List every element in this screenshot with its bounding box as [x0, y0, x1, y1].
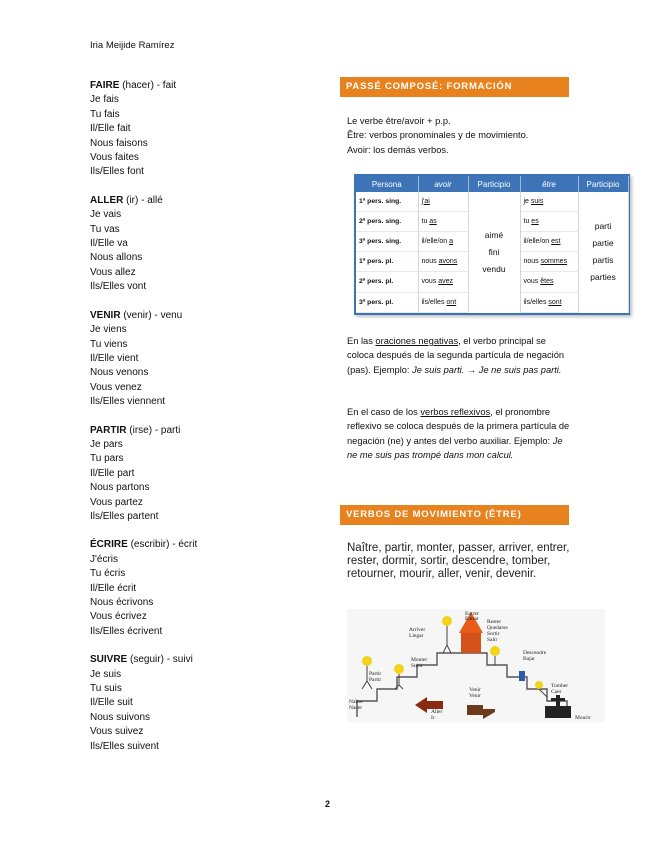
auxiliary-form: ont — [446, 298, 457, 306]
verb-form: Tu suis — [90, 683, 122, 695]
verb-title — [90, 424, 310, 438]
verb-list — [90, 79, 310, 768]
underlined-term: oraciones negativas — [375, 336, 459, 346]
verb-form: Ils/Elles font — [90, 166, 144, 178]
label-entrer: Entrer — [465, 611, 479, 617]
label-rester: Rester — [487, 619, 502, 625]
underlined-term: verbos reflexivos — [420, 407, 491, 417]
verb-form: Nous partons — [90, 482, 150, 494]
label-ir: Ir — [431, 715, 435, 721]
text: En el caso de los — [347, 407, 421, 417]
verb-name: PARTIR — [90, 424, 127, 436]
pronoun: il/elle/on — [523, 237, 552, 245]
verb-form: Tu vas — [90, 223, 120, 235]
verb-name: FAIRE — [90, 80, 120, 91]
example: Je ne me suis pas trompé dans mon calcul. — [347, 435, 563, 460]
label-llegar: Llegar — [409, 633, 424, 639]
pp-avoir-cell — [468, 192, 520, 313]
verb-form: Ils/Elles vont — [90, 281, 147, 293]
label-naitre: Naître — [349, 699, 363, 705]
participle: partie — [592, 238, 614, 249]
verb-name: SUIVRE — [90, 654, 128, 666]
verb-title — [90, 538, 310, 552]
header-participio: Participio — [468, 176, 520, 192]
verb-meaning: (escribir) - écrit — [127, 539, 198, 551]
label-mourir: Mourir — [575, 715, 591, 721]
verb-form: Tu écris — [90, 568, 126, 580]
label-tomber: Tomber — [551, 683, 569, 689]
verb-form: Il/Elle part — [90, 467, 135, 479]
verb-form: Il/Elle écrit — [90, 582, 137, 594]
pp-etre-cell — [578, 192, 628, 313]
header-avoir: avoir — [418, 176, 468, 192]
table-header-row — [356, 176, 628, 192]
participle: parti — [594, 221, 612, 232]
verb-block-ecrire — [90, 538, 310, 639]
person-cell: 1ª pers. pl. — [356, 252, 418, 272]
verb-form: Vous allez — [90, 266, 136, 278]
label-aller: Aller — [431, 709, 443, 715]
verb-form: Tu fais — [90, 108, 120, 120]
etre-cell — [520, 231, 578, 251]
verb-form: Vous venez — [90, 381, 142, 393]
etre-cell — [520, 252, 578, 272]
verb-meaning: (hacer) - fait — [119, 80, 177, 91]
auxiliary-form: sommes — [540, 258, 568, 266]
header-etre: être — [520, 176, 578, 192]
label-subir: Subir — [411, 663, 423, 669]
auxiliary-form: avez — [438, 278, 454, 286]
participle: parties — [590, 272, 616, 283]
verb-title — [90, 79, 310, 93]
label-entrar: Entrar — [465, 616, 479, 622]
verb-block-suivre — [90, 653, 310, 754]
verb-block-venir — [90, 309, 310, 410]
participle: vendu — [482, 263, 506, 274]
rule-line: Avoir: los demás verbos. — [347, 144, 449, 155]
participle: partis — [592, 255, 614, 266]
verb-block-partir — [90, 424, 310, 525]
etre-cell — [520, 292, 578, 312]
formation-rules — [347, 114, 572, 157]
verb-form: Je fais — [90, 94, 119, 106]
etre-cell — [520, 192, 578, 211]
text: , el pronombre reflexivo se coloca después de la primera partícula de negación (ne) y antes del verbo auxiliar. Ejemplo: — [347, 407, 570, 446]
header-persona: Persona — [356, 176, 418, 192]
verb-form: Nous écrivons — [90, 597, 154, 608]
person-cell: 2ª pers. pl. — [356, 272, 418, 292]
pronoun: ils/elles — [523, 298, 549, 306]
auxiliary-form: es — [531, 217, 539, 225]
pronoun: je — [523, 197, 531, 205]
label-descendre: Descendre — [523, 650, 547, 656]
verb-form: Nous faisons — [90, 137, 148, 149]
verb-form: Il/Elle fait — [90, 123, 131, 135]
pronoun: ils/elles — [421, 298, 447, 306]
label-partir: Partir — [369, 671, 382, 677]
label-caer: Caer — [551, 689, 562, 695]
verb-title — [90, 653, 310, 667]
pronoun: nous — [421, 258, 439, 266]
negatives-paragraph — [347, 334, 572, 377]
person-cell: 3ª pers. pl. — [356, 292, 418, 312]
header-participio: Participio — [578, 176, 628, 192]
label-salir: Salir — [487, 637, 498, 643]
label-venir: Venir — [469, 687, 481, 693]
avoir-cell — [418, 231, 468, 251]
auxiliary-form: est — [551, 237, 561, 245]
avoir-cell — [418, 192, 468, 211]
auxiliary-form: êtes — [540, 278, 554, 286]
label-sortir: Sortir — [487, 631, 500, 637]
rule-line: Être: verbos pronominales y de movimiento. — [347, 130, 529, 141]
verb-form: Ils/Elles viennent — [90, 396, 166, 408]
auxiliary-form: suis — [530, 197, 544, 205]
label-bajar: Bajar — [523, 656, 535, 662]
label-partir-es: Partir — [369, 677, 382, 683]
text: , el verbo principal se coloca después de la segunda partícula de negación (pas). Ejemplo: — [347, 336, 565, 375]
example: Je suis parti. → Je ne suis pas parti. — [412, 364, 562, 375]
pronoun: tu — [421, 217, 430, 225]
verb-form: Nous suivons — [90, 711, 151, 723]
verb-form: Je viens — [90, 324, 127, 336]
person-cell: 3ª pers. sing. — [356, 231, 418, 251]
auxiliary-form: sont — [548, 298, 562, 306]
verb-form: Il/Elle suit — [90, 697, 133, 709]
verb-name: ALLER — [90, 194, 124, 206]
label-quedarse: Quedarse — [487, 625, 508, 631]
verb-form: Ils/Elles écrivent — [90, 625, 163, 637]
participle: fini — [488, 246, 500, 257]
rule-line: Le verbe être/avoir + p.p. — [347, 116, 451, 126]
label-nacer: Nacer — [349, 705, 363, 711]
verb-title — [90, 309, 310, 323]
author-name: Iria Meijide Ramírez — [90, 40, 175, 51]
verb-block-faire — [90, 79, 310, 180]
verb-name: ÉCRIRE — [90, 539, 128, 551]
verb-block-aller — [90, 194, 310, 295]
page-number: 2 — [324, 799, 330, 809]
verb-form: Nous venons — [90, 367, 149, 379]
table-row — [356, 192, 628, 211]
verb-form: Vous faites — [90, 152, 139, 164]
label-arriver: Arriver — [409, 627, 426, 633]
verb-form: Tu viens — [90, 338, 128, 350]
verb-form: Vous suivez — [90, 726, 144, 738]
auxiliary-form: a — [449, 237, 454, 245]
verb-meaning: (irse) - parti — [126, 424, 181, 436]
person-cell: 1ª pers. sing. — [356, 192, 418, 211]
verb-form: Vous écrivez — [90, 611, 147, 623]
participle: aimé — [484, 229, 504, 240]
fall-icon — [519, 671, 525, 681]
section-banner-passe-compose: PASSÉ COMPOSÉ: FORMACIÓN — [340, 77, 569, 97]
verb-form: Il/Elle va — [90, 238, 128, 250]
pronoun: vous — [523, 278, 541, 286]
verb-form: Je pars — [90, 438, 123, 450]
verb-form: Ils/Elles partent — [90, 510, 159, 522]
auxiliary-form: avons — [438, 258, 458, 266]
verb-meaning: (seguir) - suivi — [127, 654, 193, 666]
etre-cell — [520, 211, 578, 231]
label-monter: Monter — [411, 657, 428, 663]
pronoun: vous — [421, 278, 439, 286]
verb-form: Je vais — [90, 209, 122, 221]
verb-form: Ils/Elles suivent — [90, 740, 159, 752]
label-venir-es: Venir — [469, 693, 481, 699]
verb-form: Tu pars — [90, 453, 124, 465]
avoir-cell — [418, 272, 468, 292]
reflexives-paragraph — [347, 405, 572, 462]
text: En las — [347, 336, 376, 346]
verb-meaning: (venir) - venu — [120, 309, 183, 321]
verb-form: Nous allons — [90, 252, 143, 264]
etre-cell — [520, 272, 578, 292]
section-banner-movimiento: VERBOS DE MOVIMIENTO (ÊTRE) — [340, 505, 569, 525]
auxiliary-form: as — [429, 217, 437, 225]
conjugation-table — [354, 174, 630, 315]
verb-form: Il/Elle vient — [90, 352, 139, 364]
avoir-cell — [418, 211, 468, 231]
verb-name: VENIR — [90, 309, 121, 321]
pronoun: il/elle/on — [421, 237, 450, 245]
pronoun: nous — [523, 258, 541, 266]
verb-form: J'écris — [90, 553, 119, 565]
avoir-cell — [418, 252, 468, 272]
avoir-cell — [418, 292, 468, 312]
person-cell: 2ª pers. sing. — [356, 211, 418, 231]
verb-form: Vous partez — [90, 496, 143, 508]
pronoun: tu — [523, 217, 532, 225]
movement-verbs-text: Naître, partir, monter, passer, arriver, entrer, rester, dormir, sortir, descendre, tomber, retourner, mourir, aller, venir, devenir. — [347, 542, 570, 580]
verb-form: Je suis — [90, 668, 122, 680]
movement-verbs-diagram — [347, 609, 605, 722]
verb-title — [90, 194, 310, 208]
auxiliary-form: j'ai — [421, 197, 430, 205]
verb-meaning: (ir) - allé — [123, 194, 163, 206]
